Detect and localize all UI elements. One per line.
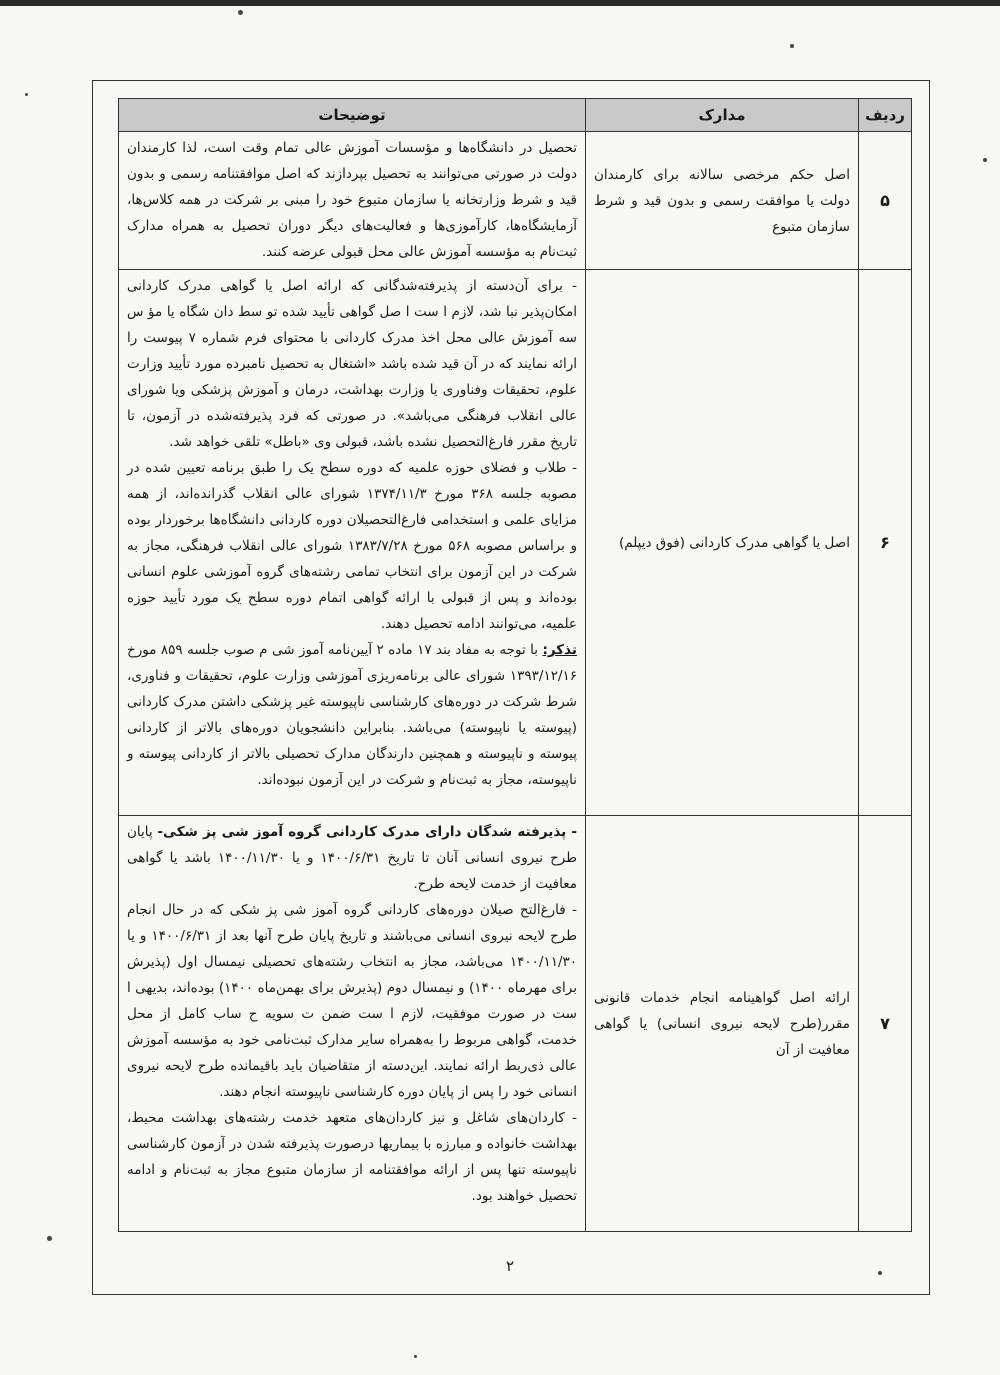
- description-paragraph: - طلاب و فضلای حوزه علمیه که دوره سطح یک را طبق برنامه تعیین شده در مصوبه جلسه ۳۶۸ مورخ ۱۳۷۴/۱۱/۳ شورای عالی انقلاب گذرانده‌اند، از همه مزایای علمی و استخدامی فارغ‌التحصیلان دوره کاردانی دانشگاه‌ها برخوردار بوده و براساس مصوبه ۵۶۸ مورخ ۱۳۸۳/۷/۲۸ شورای عالی انقلاب فرهنگی، مجاز به شرکت در این آزمون برای انتخاب تمامی رشته‌های گروه آموزشی علوم انسانی بوده‌اند و پس از قبولی با ارائه گواهی اتمام دوره سطح یک مورد تأیید حوزه علمیه، می‌توانند ادامه تحصیل دهند.: [127, 460, 577, 632]
- description-paragraph: تحصیل در دانشگاه‌ها و مؤسسات آموزش عالی تمام وقت است، لذا کارمندان دولت در صورتی می‌توانند به تحصیل بپردازند که اصل موافقتنامه رسمی و بدون قید و شرط وزارتخانه یا سازمان متبوع خود را مبنی بر شرکت در همه کلاس‌ها، آزمایشگاه‌ها، کارآموزی‌ها و فعالیت‌های دیگر دوران تحصیل به همراه مدارک ثبت‌نام به مؤسسه آموزش عالی محل قبولی عرضه کنند.: [127, 140, 577, 260]
- scan-speck: [25, 93, 28, 96]
- lead-bold-text: - پذیرفته شدگان دارای مدرک کاردانی گروه آموز شی پز شکی-: [157, 824, 577, 840]
- scan-top-edge: [0, 0, 1000, 6]
- lead-paragraph: [127, 819, 577, 897]
- scan-speck: [878, 1271, 882, 1275]
- header-row-number: ردیف: [859, 99, 912, 132]
- page-number: ۲: [505, 1257, 515, 1275]
- description-cell: [119, 816, 586, 1232]
- table-row: [119, 132, 912, 270]
- note-paragraph: [127, 637, 577, 793]
- row-number: ۶: [859, 270, 912, 816]
- document-cell: ارائه اصل گواهینامه انجام خدمات قانونی مقرر(طرح لایحه نیروی انسانی) یا گواهی معافیت از آن: [586, 816, 859, 1232]
- description-paragraph: - کاردان‌های شاغل و نیز کاردان‌های متعهد خدمت رشته‌های بهداشت محیط، بهداشت خانواده و مبارزه با بیماریها درصورت پذیرفته شدن در آزمون کارشناسی ناپیوسته تنها پس از ارائه موافقتنامه از سازمان متبوع مجاز به ثبت‌نام و ادامه تحصیل خواهند بود.: [127, 1110, 577, 1204]
- note-text: با توجه به مفاد بند ۱۷ ماده ۲ آیین‌نامه آموز شی م صوب جلسه ۸۵۹ مورخ ۱۳۹۳/۱۲/۱۶ شورای عالی برنامه‌ریزی آموزشی وزارت علوم، تحقیقات و فناوری، شرط شرکت در دوره‌های کارشناسی ناپیوسته غیر پزشکی داشتن مدرک کاردانی (پیوسته یا ناپیوسته) می‌باشد. بنابراین دانشجویان دوره‌های بالاتر از کاردانی پیوسته و ناپیوسته و همچنین دارندگان مدارک تحصیلی بالاتر از کاردانی پیوسته و ناپیوسته، مجاز به ثبت‌نام و شرکت در این آزمون نبوده‌اند.: [127, 642, 577, 788]
- description-cell: [119, 132, 586, 270]
- description-cell: [119, 270, 586, 816]
- scan-speck: [47, 1236, 52, 1241]
- header-description: توضیحات: [119, 99, 586, 132]
- description-paragraph: - برای آن‌دسته از پذیرفته‌شدگانی که ارائه اصل یا گواهی مدرک کاردانی امکان‌پذیر نبا شد، لازم ا ست ا صل گواهی تأیید شده تو سط دان شگاه یا مؤ س سه آموزش عالی محل اخذ مدرک کاردانی با محتوای فرم شماره ۷ پیوست را ارائه نمایند که در آن قید شده باشد «اشتغال به تحصیل نامبرده مورد تأیید وزارت علوم، تحقیقات وفناوری یا وزارت بهداشت، درمان و آموزش پزشکی ویا شورای عالی انقلاب فرهنگی می‌باشد». در صورتی که فرد پذیرفته‌شده در آزمون، تا تاریخ مقرر فارغ‌التحصیل نشده باشد، قبولی وی «باطل» تلقی خواهد شد.: [127, 278, 577, 450]
- table-row: [119, 816, 912, 1232]
- lead-text: پایان طرح نیروی انسانی آنان تا تاریخ ۱۴۰۰/۶/۳۱ و یا ۱۴۰۰/۱۱/۳۰ باشد یا گواهی معافیت از خدمت لایحه طرح.: [127, 824, 577, 892]
- row-number: ۵: [859, 132, 912, 270]
- header-documents: مدارک: [586, 99, 859, 132]
- scan-speck: [983, 158, 987, 162]
- scan-speck: [790, 44, 794, 48]
- scan-speck: [414, 1355, 417, 1358]
- row-number: ۷: [859, 816, 912, 1232]
- document-cell: اصل یا گواهی مدرک کاردانی (فوق دیپلم): [586, 270, 859, 816]
- note-label: تذکر:: [542, 642, 577, 658]
- document-cell: اصل حکم مرخصی سالانه برای کارمندان دولت یا موافقت رسمی و بدون قید و شرط سازمان متبوع: [586, 132, 859, 270]
- header-row: [119, 99, 912, 132]
- description-paragraph: - فارغ‌التح صیلان دوره‌های کاردانی گروه آموز شی پز شکی که در حال انجام طرح لایحه نیروی انسانی می‌باشند و تاریخ پایان طرح آنها بعد از ۱۴۰۰/۶/۳۱ و یا ۱۴۰۰/۱۱/۳۰ می‌باشد، مجاز به انتخاب رشته‌های تحصیلی نیمسال اول (پذیرش برای مهرماه ۱۴۰۰) و نیمسال دوم (پذیرش برای بهمن‌ماه ۱۴۰۰) بوده‌اند، بدیهی ا ست در صورت موفقیت، لازم ا ست ضمن ت سویه ح ساب کامل از محل خدمت، گواهی مربوط را به‌همراه سایر مدارک ثبت‌نامی خود به مؤسسه آموزش عالی ذی‌ربط ارائه نمایند. این‌دسته از متقاضیان باید باقیمانده طرح لایحه نیروی انسانی خود را پس از پایان دوره کارشناسی ناپیوسته انجام دهند.: [127, 902, 577, 1100]
- table-row: [119, 270, 912, 816]
- documents-table: [118, 98, 912, 1232]
- scan-speck: [238, 10, 243, 15]
